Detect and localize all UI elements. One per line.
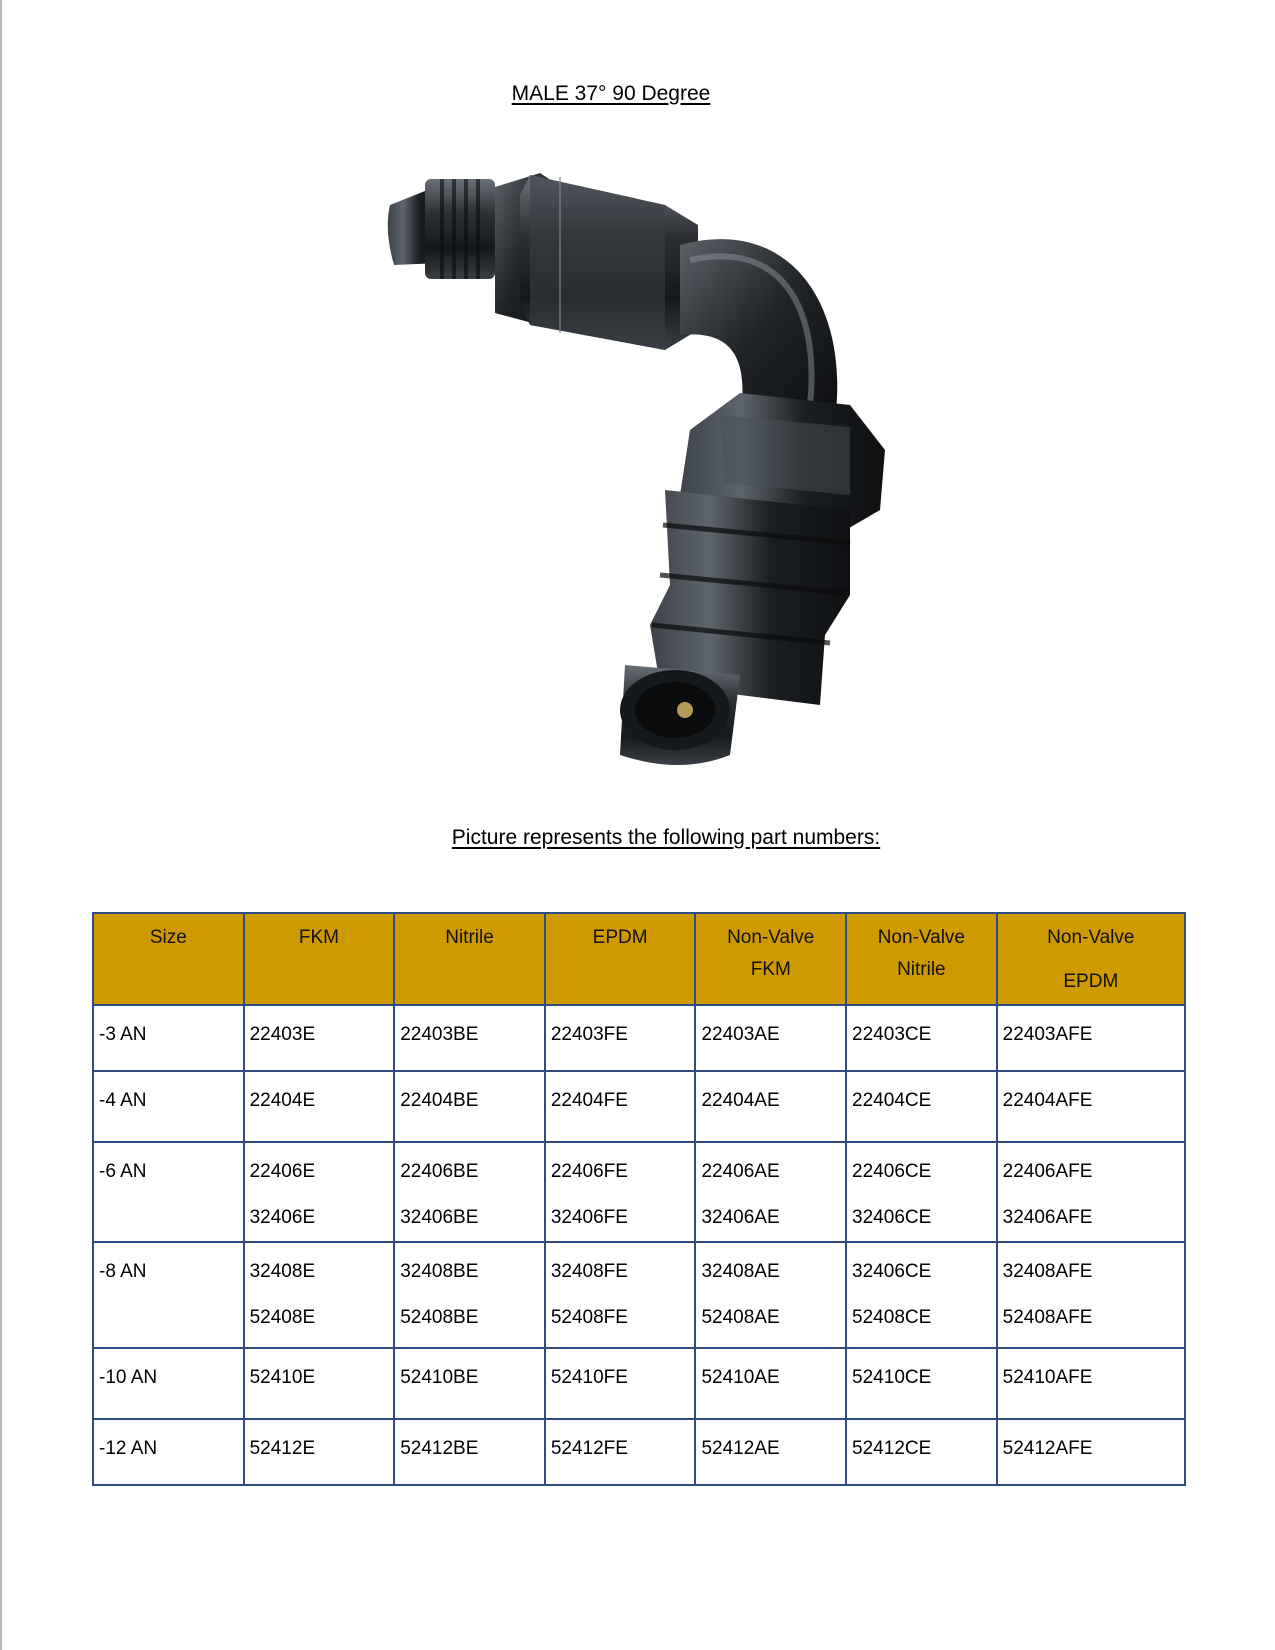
- header-epdm: EPDM: [545, 913, 696, 1005]
- table-caption: Picture represents the following part numbers:: [451, 826, 881, 849]
- part-cell: 22404BE: [394, 1071, 545, 1142]
- part-cell: 52412CE: [846, 1419, 997, 1485]
- part-cell: 32406CE 52408CE: [846, 1242, 997, 1348]
- part-cell: 52410CE: [846, 1348, 997, 1419]
- part-cell: 32408FE 52408FE: [545, 1242, 696, 1348]
- size-cell: -8 AN: [93, 1242, 244, 1348]
- part-cell: 22404FE: [545, 1071, 696, 1142]
- part-cell: 22406E 32406E: [244, 1142, 395, 1242]
- part-cell: 52412FE: [545, 1419, 696, 1485]
- part-cell: 32408BE 52408BE: [394, 1242, 545, 1348]
- fitting-product-image: [380, 165, 910, 790]
- header-size: Size: [93, 913, 244, 1005]
- part-cell: 22403E: [244, 1005, 395, 1071]
- page-edge: [0, 0, 2, 1650]
- table-row: [93, 1419, 1185, 1485]
- header-nonvalve-fkm: Non-Valve FKM: [695, 913, 846, 1005]
- part-cell: 52412AE: [695, 1419, 846, 1485]
- part-cell: 22403AFE: [997, 1005, 1185, 1071]
- table-row: [93, 1005, 1185, 1071]
- part-cell: 22406AE 32406AE: [695, 1142, 846, 1242]
- size-cell: -12 AN: [93, 1419, 244, 1485]
- part-cell: 52410AFE: [997, 1348, 1185, 1419]
- part-cell: 22406AFE 32406AFE: [997, 1142, 1185, 1242]
- part-cell: 22403BE: [394, 1005, 545, 1071]
- header-nonvalve-nitrile: Non-Valve Nitrile: [846, 913, 997, 1005]
- part-cell: 22403CE: [846, 1005, 997, 1071]
- table-header-row: [93, 913, 1185, 1005]
- part-number-table: [92, 912, 1186, 1486]
- page-title: MALE 37° 90 Degree: [511, 82, 711, 105]
- table-row: [93, 1071, 1185, 1142]
- part-cell: 52410BE: [394, 1348, 545, 1419]
- size-cell: -4 AN: [93, 1071, 244, 1142]
- part-cell: 52410FE: [545, 1348, 696, 1419]
- part-cell: 22403FE: [545, 1005, 696, 1071]
- part-cell: 52412AFE: [997, 1419, 1185, 1485]
- part-cell: 32408AE 52408AE: [695, 1242, 846, 1348]
- part-cell: 52410E: [244, 1348, 395, 1419]
- part-cell: 22404AE: [695, 1071, 846, 1142]
- size-cell: -6 AN: [93, 1142, 244, 1242]
- header-nitrile: Nitrile: [394, 913, 545, 1005]
- part-cell: 52412E: [244, 1419, 395, 1485]
- threaded-nose: [388, 179, 495, 279]
- size-cell: -10 AN: [93, 1348, 244, 1419]
- part-cell: 22406BE 32406BE: [394, 1142, 545, 1242]
- size-cell: -3 AN: [93, 1005, 244, 1071]
- table-row: [93, 1142, 1185, 1242]
- part-cell: 22406CE 32406CE: [846, 1142, 997, 1242]
- part-cell: 22406FE 32406FE: [545, 1142, 696, 1242]
- part-cell: 52412BE: [394, 1419, 545, 1485]
- part-cell: 22404AFE: [997, 1071, 1185, 1142]
- part-cell: 22404CE: [846, 1071, 997, 1142]
- part-cell: 32408E 52408E: [244, 1242, 395, 1348]
- header-fkm: FKM: [244, 913, 395, 1005]
- table-row: [93, 1242, 1185, 1348]
- part-cell: 22404E: [244, 1071, 395, 1142]
- table-row: [93, 1348, 1185, 1419]
- part-cell: 52410AE: [695, 1348, 846, 1419]
- header-nonvalve-epdm: Non-Valve EPDM: [997, 913, 1185, 1005]
- part-cell: 22403AE: [695, 1005, 846, 1071]
- part-cell: 32408AFE 52408AFE: [997, 1242, 1185, 1348]
